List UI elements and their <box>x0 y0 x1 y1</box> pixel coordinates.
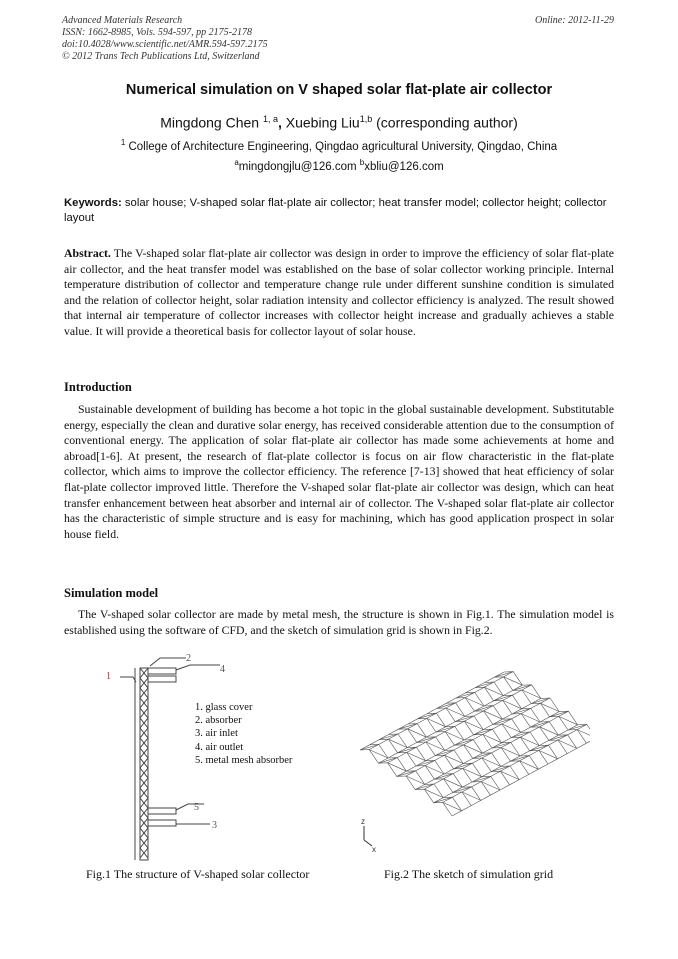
simulation-heading: Simulation model <box>64 586 159 600</box>
mesh-line <box>379 739 471 805</box>
figure-1-legend <box>195 701 292 767</box>
mesh-line <box>434 725 578 803</box>
mesh-line <box>452 738 590 816</box>
outlet-top-2 <box>148 676 176 682</box>
mesh-line <box>577 730 590 738</box>
leader-1 <box>120 677 136 682</box>
mesh-line <box>370 744 462 810</box>
paper-title: Numerical simulation on V shaped solar flat-plate air collector <box>125 82 553 98</box>
mesh-line <box>369 672 513 750</box>
axis-z-label: z <box>361 817 365 826</box>
journal-header <box>62 15 268 63</box>
legend-item: 3. air inlet <box>195 728 238 740</box>
email-b-sup: b <box>359 158 365 167</box>
axis-x-label: x <box>372 845 376 854</box>
axis-x-line <box>364 840 372 846</box>
abstract-label: Abstract. <box>64 246 111 260</box>
email-a[interactable]: mingdongjlu@126.com <box>238 160 357 173</box>
author-2: Xuebing Liu <box>285 114 360 131</box>
abstract-text: The V-shaped solar flat-plate air collector was design in order to improve the efficiency of solar flat-plate air collector, and the heat transfer model was established on the base of solar collector working principle. Internal temperature distribution of collector and temperature change rule under different sunshine condition is simulated and the relation of collector height, solar radiation intensity and collector efficiency is analyzed. The result showed that internal air temperature of collector increases with collector height increase and gradually achieves a stable value. It will provide a theoretical basis for collector layout of solar house. <box>64 246 614 338</box>
email-b[interactable]: xbliu@126.com <box>364 160 444 173</box>
author-1-sup: 1, a <box>262 114 278 124</box>
callout-2: 2 <box>186 653 191 664</box>
inlet-bottom-2 <box>148 820 176 826</box>
issn-line: ISSN: 1662-8985, Vols. 594-597, pp 2175-2178 <box>62 27 252 38</box>
legend-item: 5. metal mesh absorber <box>195 754 293 766</box>
email-line <box>0 158 678 173</box>
leader-5 <box>176 804 204 810</box>
author-1: Mingdong Chen <box>160 114 263 131</box>
legend-item: 4. air outlet <box>195 741 244 753</box>
keywords-label: Keywords: <box>64 197 122 209</box>
legend-item: 2. absorber <box>195 715 242 727</box>
keywords <box>64 196 616 225</box>
leader-2 <box>150 658 186 666</box>
introduction-heading: Introduction <box>64 380 132 394</box>
callout-4: 4 <box>220 664 225 675</box>
author-2-sup: 1,b <box>359 114 373 124</box>
inlet-bottom <box>148 808 176 814</box>
callout-1: 1 <box>106 671 111 682</box>
mesh-line <box>389 734 481 800</box>
mesh-line <box>360 750 452 816</box>
online-date: Online: 2012-11-29 <box>535 15 614 26</box>
abstract <box>64 246 614 340</box>
simulation-text: The V-shaped solar collector are made by metal mesh, the structure is shown in Fig.1. The simulation model is established using the software of CFD, and the sketch of simulation grid is shown in Fig.2. <box>64 607 614 637</box>
copyright-line: © 2012 Trans Tech Publications Ltd, Switzerland <box>62 51 260 62</box>
affiliation-text: College of Architecture Engineering, Qingdao agricultural University, Qingdao, China <box>125 140 558 153</box>
corresponding-note: (corresponding author) <box>372 114 518 131</box>
leader-4 <box>176 665 220 670</box>
email-a-sup: a <box>234 158 239 167</box>
figure-1-caption: Fig.1 The structure of V-shaped solar collector <box>86 867 310 881</box>
legend-item: 1. glass cover <box>195 702 253 713</box>
author-separator: , <box>277 114 286 131</box>
author-line <box>0 114 678 131</box>
affiliation <box>0 138 678 153</box>
figure-2-caption: Fig.2 The sketch of simulation grid <box>384 867 554 881</box>
affiliation-sup: 1 <box>120 138 126 147</box>
callout-3: 3 <box>212 820 217 831</box>
callout-5: 5 <box>194 802 199 813</box>
journal-name: Advanced Materials Research <box>62 15 183 26</box>
figure-2-grid <box>350 658 590 858</box>
introduction-text: Sustainable development of building has become a hot topic in the global sustainable development. Substitutable energy, especially the clean and durative solar energy, has received considerable attention due to the consumption of conventional energy. The application of solar flat-plate air collector has made some achievements at home and abroad[1-6]. At present, the research of flat-plate collector is focus on air flow characteristic in the flat-plate collector, which aims to improve the collector efficiency. The reference [7-13] showed that heat efficiency of solar flat-plate collector improved little. Therefore the V-shaped solar flat-plate air collector was design, which can heat transfer enhancement between heat absorber and internal air of collector. The V-shaped solar flat-plate air collector has the characteristic of simple structure and is easy for machining, which has good application prospect in solar house field. <box>64 402 614 541</box>
keywords-text: solar house; V-shaped solar flat-plate air collector; heat transfer model; collector height; collector layout <box>64 197 607 224</box>
outlet-top <box>148 668 176 674</box>
mesh-line <box>504 672 590 738</box>
doi-line: doi:10.4028/www.scientific.net/AMR.594-597.2175 <box>62 39 268 50</box>
simulation-mesh <box>360 672 590 816</box>
